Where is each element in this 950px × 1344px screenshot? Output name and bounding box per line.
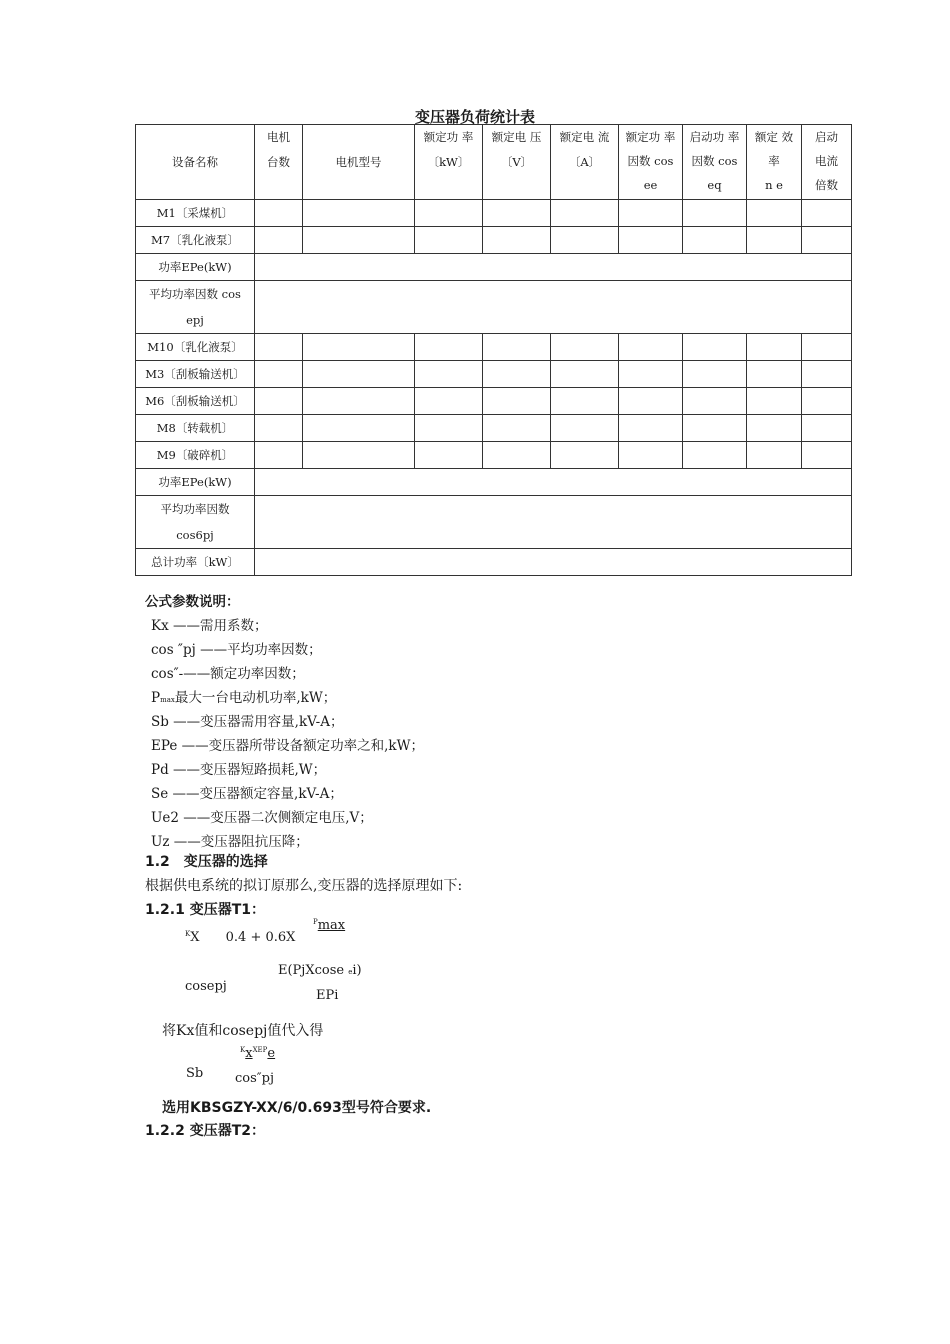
sum-power-value xyxy=(255,254,852,281)
pmax-subscript: max xyxy=(160,696,175,704)
empty-cell xyxy=(483,415,551,442)
header-cell xyxy=(683,125,747,200)
selection-text: 选用KBSGZY-XX/6/0.693型号符合要求. xyxy=(162,1100,432,1116)
pmax-text: 最大一台电动机功率,kW； xyxy=(174,690,337,706)
table-row xyxy=(136,254,852,281)
empty-cell xyxy=(483,388,551,415)
empty-cell xyxy=(683,361,747,388)
cos-num-main: E(PjXcose xyxy=(278,963,349,978)
empty-cell xyxy=(255,415,303,442)
header-start-current-multiple: 启动 电流 倍数 xyxy=(815,130,838,192)
table-row xyxy=(136,388,852,415)
note-line: cos ″pj ——平均功率因数； xyxy=(151,642,322,658)
table-row xyxy=(136,442,852,469)
device-name-cell: M6〔刮板输送机〕 xyxy=(136,388,255,415)
empty-cell xyxy=(551,442,619,469)
sum-power-label: 功率EPe(kW) xyxy=(136,254,255,281)
empty-cell xyxy=(303,227,415,254)
sb-e: e xyxy=(267,1046,276,1061)
header-cell xyxy=(747,125,802,200)
empty-cell xyxy=(802,388,852,415)
note-line: Kx ——需用系数； xyxy=(151,618,268,634)
notes-heading: 公式参数说明： xyxy=(145,594,240,610)
header-cell xyxy=(303,125,415,200)
empty-cell xyxy=(802,442,852,469)
empty-cell xyxy=(802,227,852,254)
header-rated-current: 额定电 流 〔A〕 xyxy=(559,130,610,169)
table-row xyxy=(136,361,852,388)
empty-cell xyxy=(802,200,852,227)
sb-xep: XEP xyxy=(252,1046,268,1054)
total-power-label: 总计功率〔kW〕 xyxy=(136,549,255,576)
sb-denominator: cos″pj xyxy=(235,1071,274,1086)
kx-p: P xyxy=(313,918,318,926)
device-name-cell: M8〔转载机〕 xyxy=(136,415,255,442)
empty-cell xyxy=(551,415,619,442)
empty-cell xyxy=(415,227,483,254)
empty-cell xyxy=(619,388,683,415)
device-name-cell: M10〔乳化液泵〕 xyxy=(136,334,255,361)
note-line: Uz ——变压器阻抗压降； xyxy=(151,834,309,850)
header-cell xyxy=(802,125,852,200)
empty-cell xyxy=(483,200,551,227)
note-line: EPe ——变压器所带设备额定功率之和,kW； xyxy=(151,738,424,754)
avg-pf-value xyxy=(255,281,852,334)
avg-pf-value xyxy=(255,496,852,549)
note-line: Pd ——变压器短路损耗,W； xyxy=(151,762,327,778)
empty-cell xyxy=(415,361,483,388)
empty-cell xyxy=(747,334,802,361)
note-line: Ue2 ——变压器二次侧额定电压,V； xyxy=(151,810,373,826)
empty-cell xyxy=(551,334,619,361)
empty-cell xyxy=(747,200,802,227)
empty-cell xyxy=(255,334,303,361)
empty-cell xyxy=(415,200,483,227)
avg-pf-label: 平均功率因数 cos epj xyxy=(136,281,255,334)
kx-k: K xyxy=(185,930,191,938)
empty-cell xyxy=(303,334,415,361)
table-row xyxy=(136,334,852,361)
empty-cell xyxy=(683,388,747,415)
note-line: Sb ——变压器需用容量,kV-A； xyxy=(151,714,344,730)
empty-cell xyxy=(802,361,852,388)
pmax-symbol: P xyxy=(151,690,161,706)
empty-cell xyxy=(619,227,683,254)
sb-k: K xyxy=(240,1046,246,1054)
header-row xyxy=(136,125,852,200)
empty-cell xyxy=(415,442,483,469)
kx-expression: 0.4 + 0.6X xyxy=(225,930,296,945)
header-cell xyxy=(255,125,303,200)
empty-cell xyxy=(303,415,415,442)
empty-cell xyxy=(683,200,747,227)
table-row xyxy=(136,227,852,254)
empty-cell xyxy=(802,334,852,361)
device-name-cell: M7〔乳化液泵〕 xyxy=(136,227,255,254)
empty-cell xyxy=(255,227,303,254)
empty-cell xyxy=(303,200,415,227)
empty-cell xyxy=(483,334,551,361)
empty-cell xyxy=(747,227,802,254)
empty-cell xyxy=(747,442,802,469)
empty-cell xyxy=(483,361,551,388)
empty-cell xyxy=(802,415,852,442)
empty-cell xyxy=(619,361,683,388)
kx-max: max xyxy=(317,918,346,933)
load-statistics-table xyxy=(135,124,852,576)
empty-cell xyxy=(255,442,303,469)
note-line: Se ——变压器额定容量,kV-A； xyxy=(151,786,343,802)
header-cell xyxy=(619,125,683,200)
empty-cell xyxy=(483,442,551,469)
header-start-pf: 启动功 率 因数 cos eq xyxy=(689,130,740,192)
header-rated-power: 额定功 率 〔kW〕 xyxy=(423,130,474,169)
header-rated-pf: 额定功 率 因数 cos ee xyxy=(625,130,676,192)
device-name-cell: M9〔破碎机〕 xyxy=(136,442,255,469)
empty-cell xyxy=(303,388,415,415)
kx-fraction xyxy=(313,918,345,933)
note-line: cos″-——额定功率因数； xyxy=(151,666,305,682)
total-power-value xyxy=(255,549,852,576)
substitute-text: 将Kx值和cosepj值代入得 xyxy=(162,1023,324,1039)
empty-cell xyxy=(747,388,802,415)
empty-cell xyxy=(683,442,747,469)
header-device-name: 设备名称 xyxy=(172,154,218,169)
table-title: 变压器负荷统计表 xyxy=(414,108,535,126)
empty-cell xyxy=(619,442,683,469)
empty-cell xyxy=(415,334,483,361)
empty-cell xyxy=(483,227,551,254)
empty-cell xyxy=(747,415,802,442)
header-rated-efficiency: 额定 效 率 n e xyxy=(754,130,794,192)
empty-cell xyxy=(619,334,683,361)
empty-cell xyxy=(415,415,483,442)
avg-pf-label: 平均功率因数 cos6pj xyxy=(136,496,255,549)
sb-x: x xyxy=(245,1046,253,1061)
empty-cell xyxy=(551,227,619,254)
empty-cell xyxy=(255,388,303,415)
empty-cell xyxy=(551,388,619,415)
device-name-cell: M3〔刮板输送机〕 xyxy=(136,361,255,388)
empty-cell xyxy=(747,361,802,388)
table-row xyxy=(136,549,852,576)
header-cell xyxy=(415,125,483,200)
empty-cell xyxy=(619,200,683,227)
section-intro: 根据供电系统的拟订原那么,变压器的选择原理如下: xyxy=(145,878,463,894)
empty-cell xyxy=(255,361,303,388)
empty-cell xyxy=(683,415,747,442)
cos-label: cosepj xyxy=(185,979,227,994)
empty-cell xyxy=(551,200,619,227)
header-cell xyxy=(551,125,619,200)
t2-heading: 1.2.2 变压器T2： xyxy=(145,1123,266,1139)
sum-power-label: 功率EPe(kW) xyxy=(136,469,255,496)
empty-cell xyxy=(303,361,415,388)
note-line-pmax xyxy=(151,686,336,706)
cos-num-sub: e xyxy=(348,968,353,976)
table-row xyxy=(136,469,852,496)
empty-cell xyxy=(619,415,683,442)
header-cell xyxy=(136,125,255,200)
sum-power-value xyxy=(255,469,852,496)
t1-heading: 1.2.1 变压器T1： xyxy=(145,902,266,918)
cos-numerator xyxy=(278,963,362,978)
table-row xyxy=(136,281,852,334)
table-row xyxy=(136,415,852,442)
table-row xyxy=(136,496,852,549)
cos-denominator: EPi xyxy=(316,988,339,1003)
cos-num-end: i) xyxy=(352,963,362,978)
device-name-cell: M1〔采煤机〕 xyxy=(136,200,255,227)
empty-cell xyxy=(683,227,747,254)
sb-numerator xyxy=(240,1046,275,1061)
header-cell xyxy=(483,125,551,200)
empty-cell xyxy=(303,442,415,469)
sb-label: Sb xyxy=(186,1066,204,1081)
header-motor-count: 电机 台数 xyxy=(267,130,290,169)
header-rated-voltage: 额定电 压 〔V〕 xyxy=(491,130,542,169)
kx-formula xyxy=(185,930,295,945)
empty-cell xyxy=(255,200,303,227)
table-row xyxy=(136,200,852,227)
kx-x: X xyxy=(190,930,200,945)
header-motor-model: 电机型号 xyxy=(335,154,382,169)
empty-cell xyxy=(415,388,483,415)
section-heading: 1.2 变压器的选择 xyxy=(145,854,268,870)
empty-cell xyxy=(683,334,747,361)
empty-cell xyxy=(551,361,619,388)
formula-notes xyxy=(145,590,645,850)
